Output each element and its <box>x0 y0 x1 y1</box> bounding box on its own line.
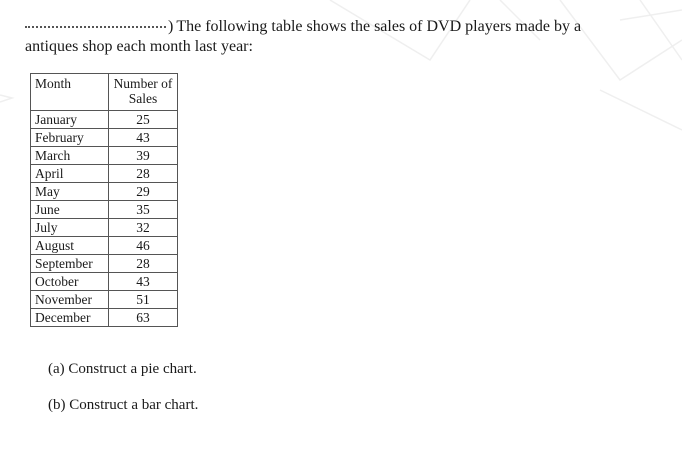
sales-cell: 28 <box>109 165 178 183</box>
table-row <box>31 111 178 129</box>
header-number-of-sales: Number of Sales <box>109 74 178 111</box>
month-cell: September <box>31 255 109 273</box>
intro-line-1: The following table shows the sales of DVD players made by a <box>176 18 582 35</box>
table-row <box>31 129 178 147</box>
cropped-text-fragment <box>25 20 166 28</box>
month-cell: June <box>31 201 109 219</box>
sales-cell: 43 <box>109 129 178 147</box>
sales-cell: 63 <box>109 309 178 327</box>
month-cell: November <box>31 291 109 309</box>
month-cell: December <box>31 309 109 327</box>
table-row <box>31 309 178 327</box>
sales-table <box>30 73 178 327</box>
month-cell: May <box>31 183 109 201</box>
month-cell: August <box>31 237 109 255</box>
month-cell: April <box>31 165 109 183</box>
problem-statement <box>25 17 665 57</box>
table-row <box>31 201 178 219</box>
bracket-mark: ) <box>168 18 174 35</box>
task-list <box>48 360 198 432</box>
table-header-row <box>31 74 178 111</box>
table-row <box>31 273 178 291</box>
sales-cell: 29 <box>109 183 178 201</box>
month-cell: July <box>31 219 109 237</box>
sales-cell: 32 <box>109 219 178 237</box>
table-row <box>31 147 178 165</box>
table-row <box>31 237 178 255</box>
month-cell: February <box>31 129 109 147</box>
task-b: (b) Construct a bar chart. <box>48 397 199 413</box>
sales-cell: 35 <box>109 201 178 219</box>
task-a: (a) Construct a pie chart. <box>48 361 197 377</box>
sales-cell: 51 <box>109 291 178 309</box>
header-month: Month <box>31 74 109 111</box>
sales-cell: 43 <box>109 273 178 291</box>
sales-cell: 25 <box>109 111 178 129</box>
table-row <box>31 183 178 201</box>
month-cell: October <box>31 273 109 291</box>
table-row <box>31 165 178 183</box>
month-cell: March <box>31 147 109 165</box>
table-row <box>31 291 178 309</box>
sales-cell: 28 <box>109 255 178 273</box>
sales-cell: 39 <box>109 147 178 165</box>
sales-cell: 46 <box>109 237 178 255</box>
table-body <box>31 111 178 327</box>
table-row <box>31 219 178 237</box>
month-cell: January <box>31 111 109 129</box>
table-row <box>31 255 178 273</box>
intro-line-2: antiques shop each month last year: <box>25 38 253 55</box>
